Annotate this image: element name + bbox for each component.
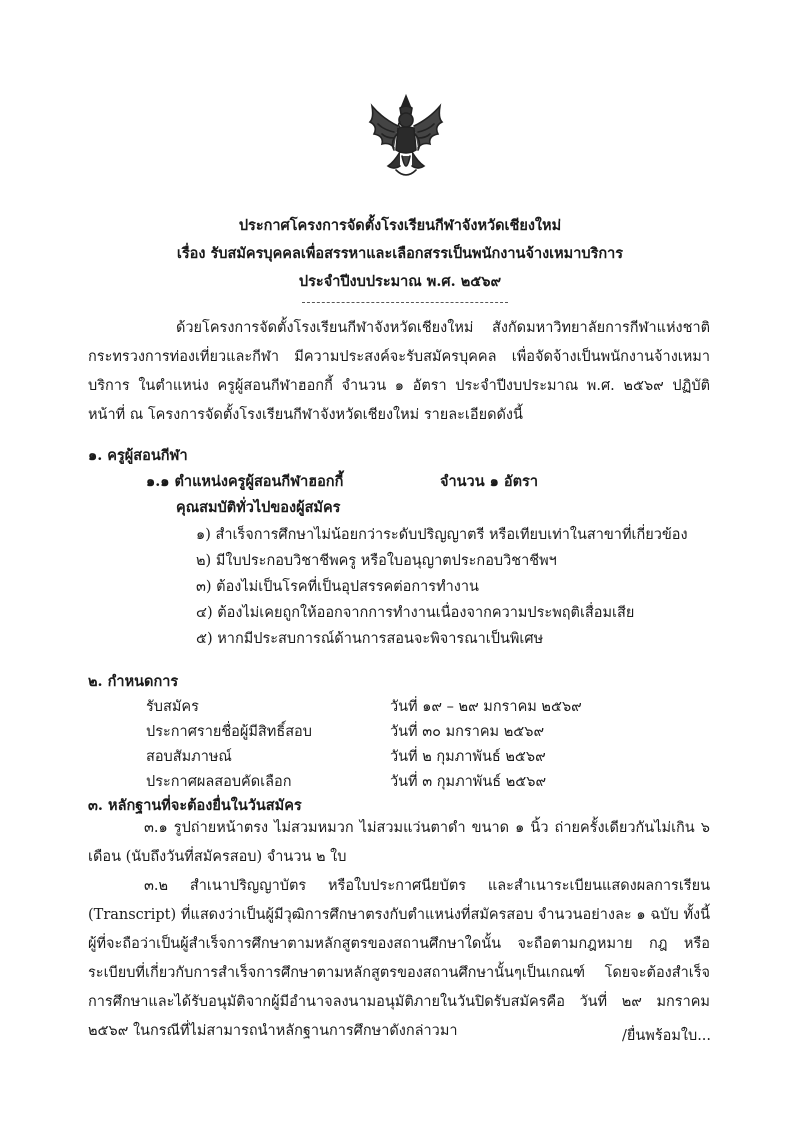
schedule-date: วันที่ ๑๙ – ๒๙ มกราคม ๒๕๖๙	[390, 699, 582, 715]
document-subject: เรื่อง รับสมัครบุคคลเพื่อสรรหาและเลือกสรรเป็นพนักงานจ้างเหมาบริการ	[176, 245, 624, 262]
schedule-label: ประกาศรายชื่อผู้มีสิทธิ์สอบ	[146, 724, 312, 740]
section3-heading: ๓. หลักฐานที่จะต้องยื่นในวันสมัคร	[88, 797, 302, 814]
schedule-label: ประกาศผลสอบคัดเลือก	[146, 774, 292, 790]
fiscal-year-line: ประจำปีงบประมาณ พ.ศ. ๒๕๖๙	[298, 273, 502, 290]
schedule-date: วันที่ ๓ กุมภาพันธ์ ๒๕๖๙	[390, 774, 547, 790]
position-title: ๑.๑ ตำแหน่งครูผู้สอนกีฬาฮอกกี้	[146, 473, 344, 490]
continuation-note: /ยื่นพร้อมใบ...	[622, 1028, 712, 1044]
position-count: จำนวน ๑ อัตรา	[440, 473, 538, 490]
qualification-item: ๔) ต้องไม่เคยถูกให้ออกจากการทำงานเนื่องจากความประพฤติเสื่อมเสีย	[196, 605, 635, 621]
qualification-item: ๑) สำเร็จการศึกษาไม่น้อยกว่าระดับปริญญาตรี หรือเทียบเท่าในสาขาที่เกี่ยวข้อง	[196, 527, 688, 543]
garuda-emblem-icon	[364, 92, 448, 182]
evidence-item-degree: ๓.๒ สำเนาปริญญาบัตร หรือใบประกาศนียบัตร และสำเนาระเบียนแสดงผลการเรียน (Transcript) ที่แสดงว่าเป็นผู้มีวุฒิการศึกษาตรงกับตำแหน่งที่สมัครสอบ จำนวนอย่างละ ๑ ฉบับ ทั้งนี้ ผู้ที่จะถือว่าเป็นผู้สำเร็จการศึกษาตามหลักสูตรของสถานศึกษาใดนั้น จะถือตามกฎหมาย กฎ หรือระเบียบที่เกี่ยวกับการสำเร็จการศึกษาตามหลักสูตรของสถานศึกษานั้นๆเป็นเกณฑ์ โดยจะต้องสำเร็จการศึกษาและได้รับอนุมัติจากผู้มีอำนาจลงนามอนุมัติภายในวันปิดรับสมัครคือ วันที่ ๒๙ มกราคม ๒๕๖๙ ในกรณีที่ไม่สามารถนำหลักฐานการศึกษาดังกล่าวมา	[88, 878, 710, 1039]
title-divider	[302, 302, 508, 303]
schedule-date: วันที่ ๓๐ มกราคม ๒๕๖๙	[390, 724, 545, 740]
schedule-label: สอบสัมภาษณ์	[146, 749, 232, 765]
intro-paragraph: ด้วยโครงการจัดตั้งโรงเรียนกีฬาจังหวัดเชียงใหม่ สังกัดมหาวิทยาลัยการกีฬาแห่งชาติ กระทรวงการท่องเที่ยวและกีฬา มีความประสงค์จะรับสมัครบุคคล เพื่อจัดจ้างเป็นพนักงานจ้างเหมาบริการ ในตำแหน่ง ครูผู้สอนกีฬาฮอกกี้ จำนวน ๑ อัตรา ประจำปีงบประมาณ พ.ศ. ๒๕๖๙ ปฏิบัติหน้าที่ ณ โครงการจัดตั้งโรงเรียนกีฬาจังหวัดเชียงใหม่ รายละเอียดดังนี้	[88, 320, 710, 423]
qualification-heading: คุณสมบัติทั่วไปของผู้สมัคร	[176, 499, 341, 516]
evidence-item-photo: ๓.๑ รูปถ่ายหน้าตรง ไม่สวมหมวก ไม่สวมแว่นตาดำ ขนาด ๑ นิ้ว ถ่ายครั้งเดียวกันไม่เกิน ๖ เดือน (นับถึงวันที่สมัครสอบ) จำนวน ๒ ใบ	[88, 820, 710, 865]
qualification-item: ๒) มีใบประกอบวิชาชีพครู หรือใบอนุญาตประกอบวิชาชีพฯ	[196, 553, 557, 569]
section1-heading: ๑. ครูผู้สอนกีฬา	[88, 447, 188, 464]
schedule-label: รับสมัคร	[146, 699, 199, 715]
schedule-date: วันที่ ๒ กุมภาพันธ์ ๒๕๖๙	[390, 749, 546, 765]
document-title: ประกาศโครงการจัดตั้งโรงเรียนกีฬาจังหวัดเชียงใหม่	[238, 217, 562, 234]
qualification-item: ๕) หากมีประสบการณ์ด้านการสอนจะพิจารณาเป็นพิเศษ	[196, 631, 544, 647]
section2-heading: ๒. กำหนดการ	[88, 673, 179, 690]
qualification-item: ๓) ต้องไม่เป็นโรคที่เป็นอุปสรรคต่อการทำงาน	[196, 579, 479, 595]
